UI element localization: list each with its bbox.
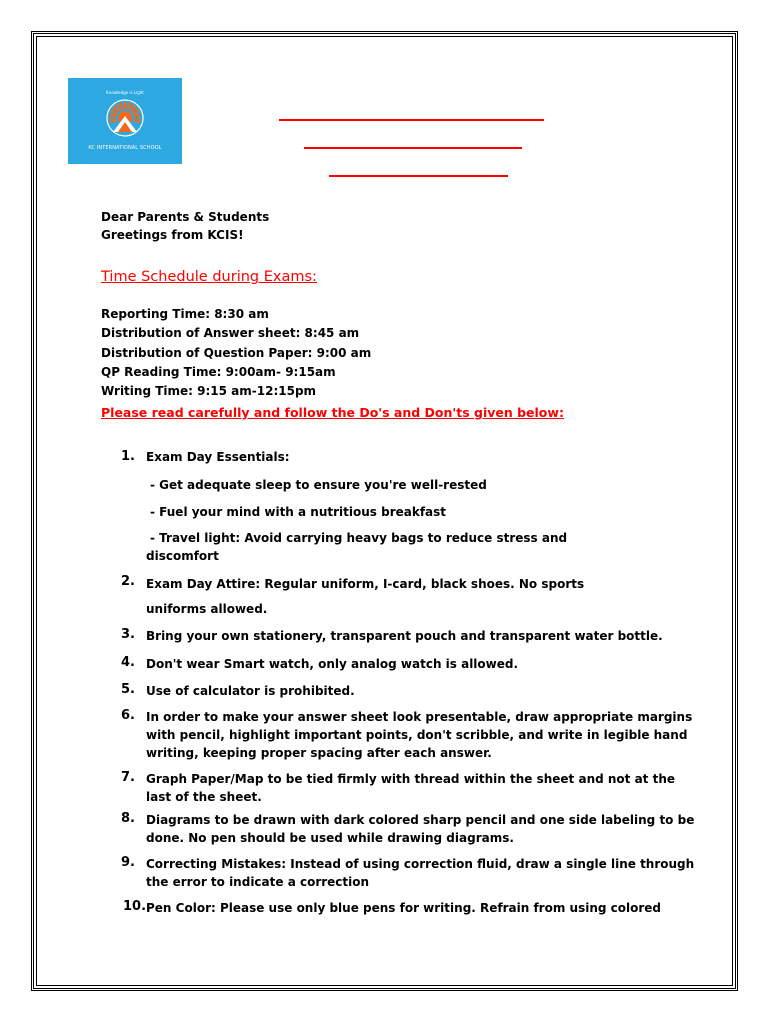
instruction-6-line-2: with pencil, highlight important points, don't scribble, and write in legible hand [146, 728, 688, 742]
instruction-4-number: 4. [121, 655, 135, 670]
schedule-item-reporting: Reporting Time: 8:30 am [101, 307, 269, 321]
instruction-3-line-1: Bring your own stationery, transparent pouch and transparent water bottle. [146, 629, 663, 643]
schedule-item-question-paper: Distribution of Question Paper: 9:00 am [101, 346, 372, 360]
instruction-9-line-2: the error to indicate a correction [146, 875, 370, 889]
schedule-heading-suffix: : [312, 269, 317, 285]
dos-donts-notice: Please read carefully and follow the Do's and Don'ts given below: [101, 405, 564, 420]
instruction-8-line-2: done. No pen should be used while drawing diagrams. [146, 831, 514, 845]
instruction-5-number: 5. [121, 682, 135, 697]
title-line-2 [304, 147, 522, 149]
greeting-line-2: Greetings from KCIS! [101, 228, 244, 242]
greeting-line-1: Dear Parents & Students [101, 210, 270, 224]
instruction-2-number: 2. [121, 574, 135, 589]
instruction-8-line-1: Diagrams to be drawn with dark colored sharp pencil and one side labeling to be [146, 813, 695, 827]
instruction-1-line-4: - Travel light: Avoid carrying heavy bags to reduce stress and [150, 531, 568, 545]
instruction-7-line-2: last of the sheet. [146, 790, 262, 804]
instruction-5-line-1: Use of calculator is prohibited. [146, 684, 355, 698]
schedule-item-answer-sheet: Distribution of Answer sheet: 8:45 am [101, 326, 360, 340]
title-line-1 [279, 119, 544, 121]
instruction-6-line-3: writing, keeping proper spacing after each answer. [146, 746, 492, 760]
logo-motto: Knowledge is Light [106, 90, 144, 95]
instruction-7-number: 7. [121, 770, 135, 785]
instruction-10-line-1: Pen Color: Please use only blue pens for writing. Refrain from using colored [146, 901, 661, 915]
instruction-2-line-1: Exam Day Attire: Regular uniform, I-card, black shoes. No sports [146, 577, 585, 591]
instruction-3-number: 3. [121, 627, 135, 642]
instruction-4-line-1: Don't wear Smart watch, only analog watch is allowed. [146, 657, 519, 671]
instruction-1-line-5: discomfort [146, 549, 219, 563]
title-line-3 [329, 175, 508, 177]
instruction-2-line-2: uniforms allowed. [146, 602, 268, 616]
school-logo [68, 78, 182, 164]
instruction-1-line-3: - Fuel your mind with a nutritious breakfast [150, 505, 447, 519]
schedule-item-reading-time: QP Reading Time: 9:00am- 9:15am [101, 365, 336, 379]
instruction-10-number: 10. [123, 899, 147, 914]
schedule-heading [101, 269, 317, 285]
instruction-1-line-2: - Get adequate sleep to ensure you're well-rested [150, 478, 487, 492]
instruction-6-line-1: In order to make your answer sheet look presentable, draw appropriate margins [146, 710, 693, 724]
instruction-6-number: 6. [121, 708, 135, 723]
schedule-item-writing-time: Writing Time: 9:15 am-12:15pm [101, 384, 317, 398]
instruction-9-line-1: Correcting Mistakes: Instead of using correction fluid, draw a single line through [146, 857, 695, 871]
instruction-1-line-1: Exam Day Essentials: [146, 450, 290, 464]
instruction-1-number: 1. [121, 449, 135, 464]
logo-school-name: KC INTERNATIONAL SCHOOL [88, 145, 162, 151]
schedule-heading-text: Time Schedule during Exams [101, 269, 313, 285]
instruction-8-number: 8. [121, 811, 135, 826]
instruction-9-number: 9. [121, 855, 135, 870]
instruction-7-line-1: Graph Paper/Map to be tied firmly with thread within the sheet and not at the [146, 772, 676, 786]
